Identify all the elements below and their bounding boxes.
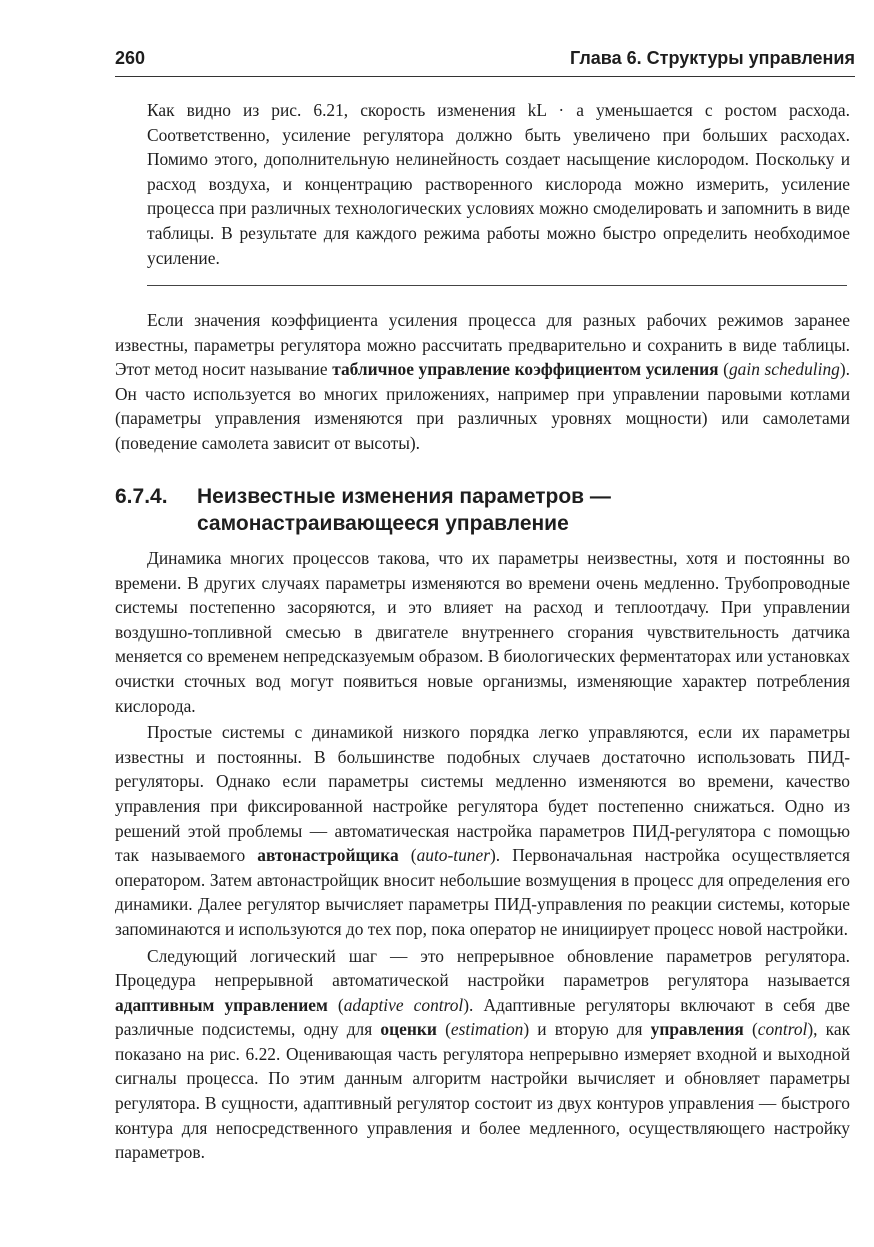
section-title-line: Неизвестные изменения параметров —: [197, 485, 611, 508]
paragraph-text: ). Адаптивные регуляторы включают в себя две различные подсистемы, одну для: [115, 994, 850, 1040]
running-head: Глава 6. Структуры управления: [570, 48, 855, 68]
term-auto-tuner: автонастройщика: [257, 845, 399, 866]
example-paragraph: Как видно из рис. 6.21, скорость изменения kL · a уменьшается с ростом расхода. Соответственно, усиление регулятора должно быть увеличено при больших расходах. Помимо этого, дополнительную нелинейность создает насыщение кислородом. Поскольку и расход воздуха, и концентрацию растворенного кислорода можно измерить, усиление процесса при различных технологических условиях можно смоделировать и запомнить в виде таблицы. В результате для каждого режима работы можно быстро определить необходимое усиление.: [147, 100, 850, 268]
paragraph-text: (: [327, 994, 344, 1015]
term-adaptive-control: адаптивным управлением: [115, 994, 328, 1015]
term-adaptive-control-en: adaptive control: [343, 994, 464, 1015]
term-auto-tuner-en: auto-tuner: [416, 845, 490, 866]
paragraph-auto-tuner: [115, 720, 850, 941]
paragraph-text: ), как показано на рис. 6.22. Оценивающая часть регулятора непрерывно измеряет входной и выходной сигналы процесса. По этим данным алгоритм настройки вычисляет и обновляет параметры регулятора. В сущности, адаптивный регулятор состоит из двух контуров управления — быстрого контура для непосредственного управления и более медленного, осуществляющего настройку параметров.: [115, 1019, 851, 1163]
paragraph-text: Если значения коэффициента усиления процесса для разных рабочих режимов заранее известны, параметры регулятора можно рассчитать предварительно и сохранить в виде таблицы. Этот метод носит называние: [115, 310, 850, 380]
paragraph-text: Следующий логический шаг — это непрерывное обновление параметров регулятора. Процедура непрерывной автоматической настройки параметров регулятора называется: [115, 945, 850, 991]
paragraph-text: ). Первоначальная настройка осуществляется оператором. Затем автонастройщик вносит небольшие возмущения в процесс для определения его динамики. Далее регулятор вычисляет параметры ПИД-управления по реакции системы, которые запоминаются и используются до тех пор, пока оператор не инициирует процесс новой настройки.: [115, 845, 850, 939]
paragraph-text: (: [718, 359, 729, 380]
term-gain-scheduling: табличное управление коэффициентом усиления: [332, 359, 719, 380]
paragraph-text: Простые системы с динамикой низкого порядка легко управляются, если их параметры известны и постоянны. В большинстве подобных случаев достаточно использовать ПИД-регуляторы. Однако если параметры системы медленно изменяются во времени, качество управления при фиксированной настройке регулятора будет постепенно снижаться. Одно из решений этой проблемы — автоматическая настройка параметров ПИД-регулятора с помощью так называемого: [115, 722, 850, 866]
paragraph-unknown-parameters: Динамика многих процессов такова, что их параметры неизвестны, хотя и постоянны во времени. В других случаях параметры изменяются во времени очень медленно. Трубопроводные системы постепенно засоряются, и это влияет на расход и теплоотдачу. При управлении воздушно-топливной смесью в двигателе внутреннего сгорания чувствительность датчика меняется со временем непредсказуемым образом. В биологических ферментаторах или установках очистки сточных вод могут появиться новые организмы, изменяющие характер потребления кислорода.: [115, 548, 850, 716]
example-box-rule: [147, 285, 847, 286]
paragraph-gain-scheduling: [115, 308, 850, 456]
paragraph-text: ). Он часто используется во многих приложениях, например при управлении паровыми котлами (параметры управления изменяются при различных уровнях мощности) или самолетами (поведение самолета зависит от высоты).: [115, 359, 850, 453]
paragraph-text: (: [743, 1019, 758, 1040]
gain-scheduling-block: [115, 308, 850, 456]
term-estimation: оценки: [380, 1019, 437, 1040]
section-body: [115, 546, 850, 1165]
section-number: 6.7.4.: [115, 485, 168, 508]
section-title: [197, 483, 817, 537]
page-header: [115, 44, 855, 77]
term-gain-scheduling-en: gain scheduling: [728, 359, 840, 380]
example-box: [115, 98, 850, 270]
paragraph-adaptive-control: [115, 944, 850, 1165]
paragraph-text: ) и вторую для: [523, 1019, 651, 1040]
term-control: управления: [650, 1019, 744, 1040]
paragraph-text: (: [398, 845, 417, 866]
page-number: 260: [115, 48, 146, 68]
term-control-en: control: [757, 1019, 808, 1040]
term-estimation-en: estimation: [450, 1019, 524, 1040]
paragraph-text: (: [436, 1019, 451, 1040]
section-title-line: самонастраивающееся управление: [197, 512, 569, 535]
